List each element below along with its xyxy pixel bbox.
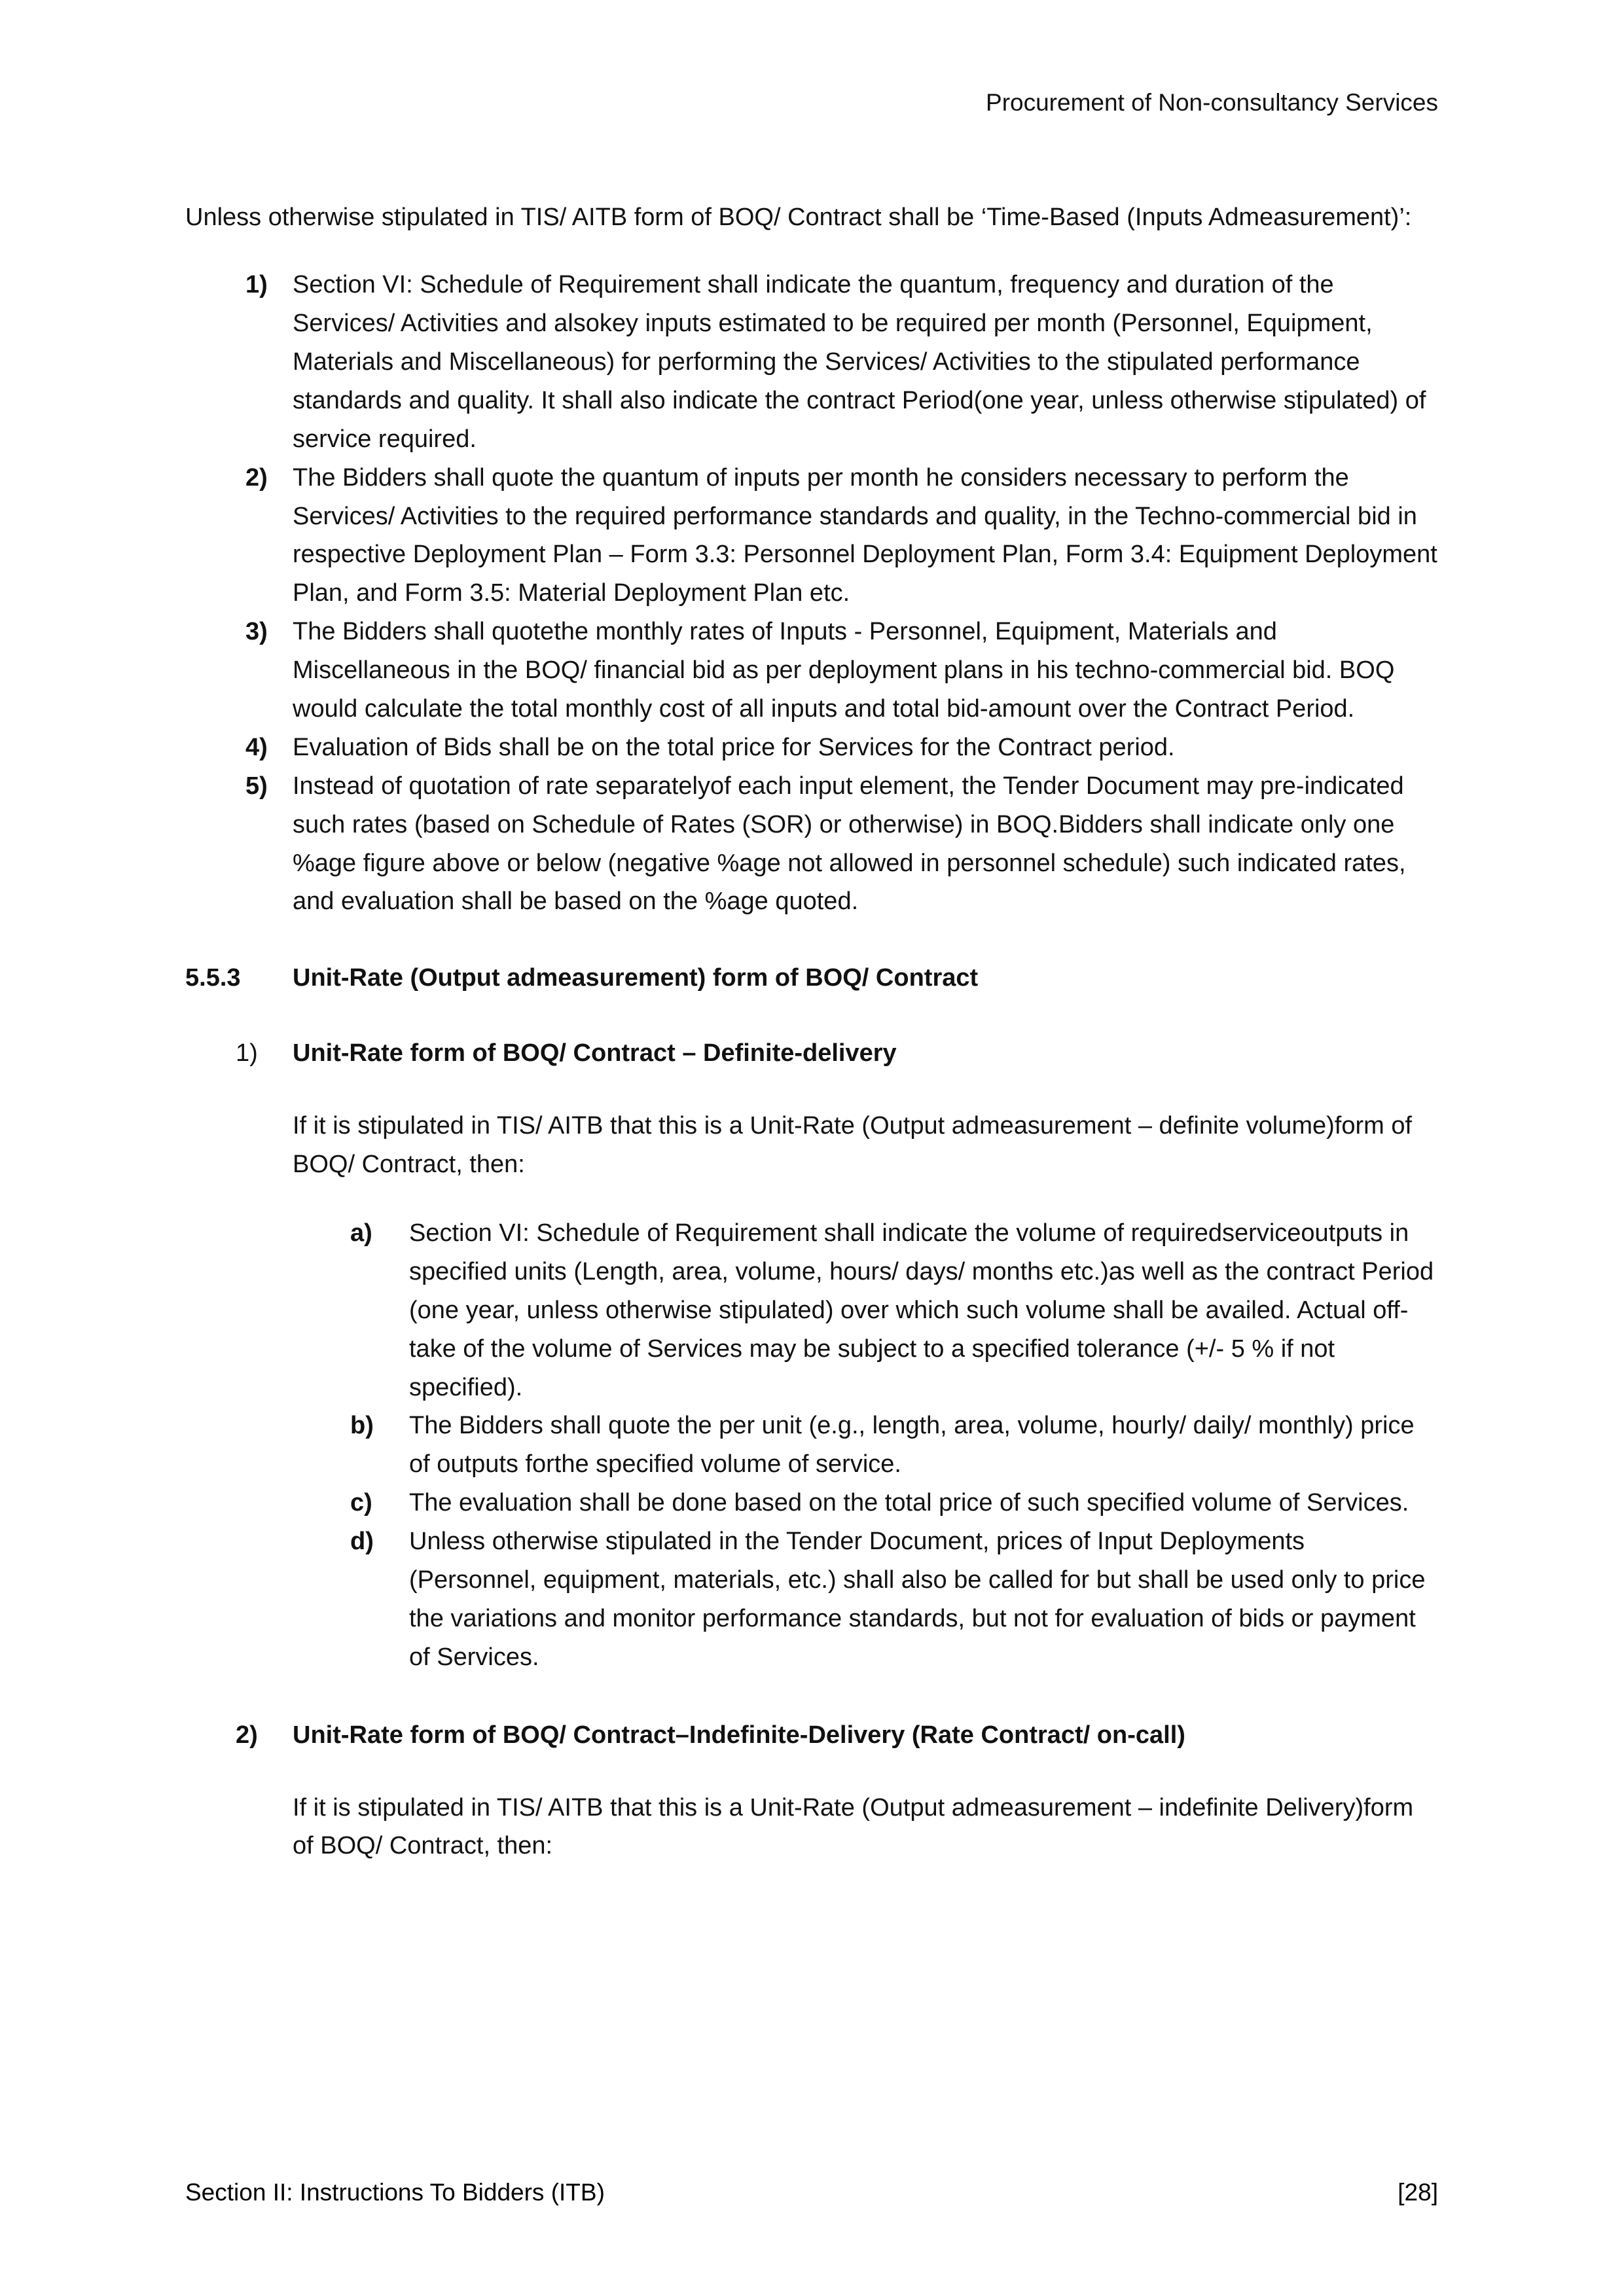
- section-heading: [185, 959, 1438, 997]
- subsection-marker: 1): [236, 1039, 258, 1067]
- list-marker: 5): [245, 772, 268, 800]
- time-based-list: [185, 266, 1438, 921]
- subsection-intro-2: If it is stipulated in TIS/ AITB that this is a Unit-Rate (Output admeasurement – indefinite Delivery)form of BOQ/ Contract, then:: [293, 1793, 1414, 1860]
- list-text: Section VI: Schedule of Requirement shall indicate the quantum, frequency and duration of the Services/ Activities and alsokey inputs estimated to be required per month (Personnel, Equipment, Materials and Miscellaneous) for performing the Services/ Activities to the stipulated performance standards and quality. It shall also indicate the contract Period(one year, unless otherwise stipulated) of service required.: [293, 271, 1426, 453]
- list-marker: 4): [245, 733, 268, 761]
- list-item: [185, 1522, 1438, 1677]
- list-marker: d): [350, 1528, 374, 1556]
- page-header-title: Procurement of Non-consultancy Services: [986, 89, 1438, 116]
- list-text: Evaluation of Bids shall be on the total price for Services for the Contract period.: [293, 733, 1175, 761]
- list-item: [185, 767, 1438, 922]
- section-title: Unit-Rate (Output admeasurement) form of BOQ/ Contract: [293, 964, 979, 992]
- list-item: [185, 266, 1438, 458]
- list-marker: a): [350, 1219, 372, 1247]
- subsection-heading-1: [185, 1034, 1438, 1073]
- list-item: [185, 459, 1438, 613]
- list-text: Section VI: Schedule of Requirement shall indicate the volume of requiredserviceoutputs in specified units (Length, area, volume, hours/ days/ months etc.)as well as the contract Period (one year, unless otherwise stipulated) over which such volume shall be availed. Actual off-take of the volume of Services may be subject to a specified tolerance (+/- 5 % if not specified).: [409, 1219, 1434, 1401]
- list-item: [185, 728, 1438, 767]
- list-marker: 2): [245, 463, 268, 492]
- list-item: [185, 1214, 1438, 1407]
- subsection-marker: 2): [236, 1721, 258, 1749]
- list-item: [185, 1407, 1438, 1484]
- list-item: [185, 1484, 1438, 1522]
- footer-section-label: Section II: Instructions To Bidders (ITB): [185, 2178, 605, 2206]
- list-text: The evaluation shall be done based on the total price of such specified volume of Services.: [409, 1489, 1409, 1517]
- list-marker: 3): [245, 618, 268, 646]
- section-number: 5.5.3: [185, 964, 241, 992]
- subsection-title: Unit-Rate form of BOQ/ Contract – Definite-delivery: [293, 1039, 897, 1067]
- list-marker: 1): [245, 271, 268, 299]
- list-marker: b): [350, 1412, 374, 1440]
- subsection-heading-2: [185, 1716, 1438, 1755]
- definite-delivery-list: [185, 1214, 1438, 1677]
- page-footer: [185, 2174, 1438, 2211]
- subsection-title: Unit-Rate form of BOQ/ Contract–Indefinite-Delivery (Rate Contract/ on-call): [293, 1721, 1185, 1749]
- list-text: The Bidders shall quotethe monthly rates of Inputs - Personnel, Equipment, Materials and Miscellaneous in the BOQ/ financial bid as per deployment plans in his techno-commercial bid. BOQ would calculate the total monthly cost of all inputs and total bid-amount over the Contract Period.: [293, 618, 1395, 723]
- subsection-intro-1: If it is stipulated in TIS/ AITB that this is a Unit-Rate (Output admeasurement – definite volume)form of BOQ/ Contract, then:: [293, 1112, 1413, 1179]
- list-text: The Bidders shall quote the quantum of inputs per month he considers necessary to perform the Services/ Activities to the required performance standards and quality, in the Techno-commercial bid in respective Deployment Plan – Form 3.3: Personnel Deployment Plan, Form 3.4: Equipment Deployment Plan, and Form 3.5: Material Deployment Plan etc.: [293, 463, 1437, 607]
- list-text: The Bidders shall quote the per unit (e.g., length, area, volume, hourly/ daily/ monthly) price of outputs forthe specified volume of service.: [409, 1412, 1415, 1479]
- list-text: Unless otherwise stipulated in the Tender Document, prices of Input Deployments (Personnel, equipment, materials, etc.) shall also be called for but shall be used only to price the variations and monitor performance standards, but not for evaluation of bids or payment of Services.: [409, 1528, 1426, 1671]
- list-marker: c): [350, 1489, 372, 1517]
- list-item: [185, 613, 1438, 728]
- intro-paragraph: Unless otherwise stipulated in TIS/ AITB form of BOQ/ Contract shall be ‘Time-Based (Inputs Admeasurement)’:: [185, 204, 1412, 232]
- footer-page-number: [28]: [1398, 2178, 1438, 2206]
- list-text: Instead of quotation of rate separatelyof each input element, the Tender Document may pre-indicated such rates (based on Schedule of Rates (SOR) or otherwise) in BOQ.Bidders shall indicate only one %age figure above or below (negative %age not allowed in personnel schedule) such indicated rates, and evaluation shall be based on the %age quoted.: [293, 772, 1406, 916]
